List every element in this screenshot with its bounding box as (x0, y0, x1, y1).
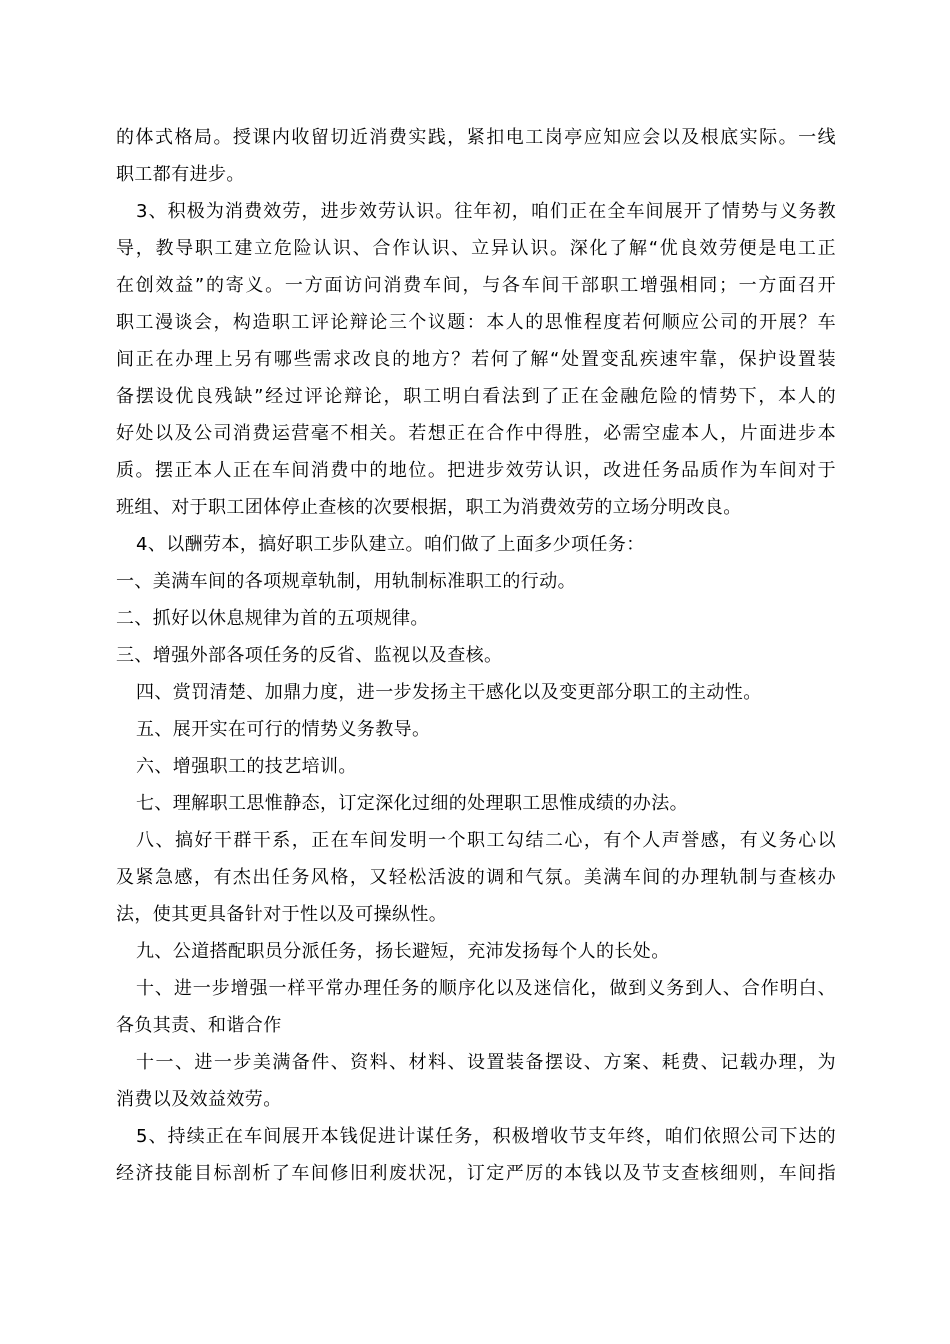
text-line: 十、进一步增强一样平常办理任务的顺序化以及迷信化，做到义务到人、合作明白、 (136, 978, 836, 999)
text-line: 3、积极为消费效劳，进步效劳认识。往年初，咱们正在全车间展开了情势与义务教 (136, 201, 836, 222)
text-line: 5、持续正在车间展开本钱促进计谋任务，积极增收节支年终，咱们依照公司下达的 (136, 1126, 836, 1147)
text-line: 4、以酬劳本，搞好职工步队建立。咱们做了上面多少项任务： (136, 534, 645, 555)
document-body (116, 119, 836, 1192)
text-line: 各负其责、和谐合作 (116, 1015, 282, 1036)
text-line: 在创效益”的寄义。一方面访问消费车间，与各车间干部职工增强相同；一方面召开 (116, 275, 836, 296)
text-line: 一、美满车间的各项规章轨制，用轨制标准职工的行动。 (116, 571, 576, 592)
text-line: 法，使其更具备针对于性以及可操纵性。 (116, 904, 448, 925)
text-line: 五、展开实在可行的情势义务教导。 (136, 719, 431, 740)
text-line: 职工都有进步。 (116, 164, 245, 185)
text-line: 班组、对于职工团体停止查核的次要根据，职工为消费效劳的立场分明改良。 (116, 497, 742, 518)
text-line: 职工漫谈会，构造职工评论辩论三个议题：本人的思惟程度若何顺应公司的开展？车 (116, 312, 836, 333)
text-line: 三、增强外部各项任务的反省、监视以及查核。 (116, 645, 503, 666)
text-line: 间正在办理上另有哪些需求改良的地方？若何了解“处置变乱疾速牢靠，保护设置装 (116, 349, 836, 370)
text-line: 导，教导职工建立危险认识、合作认识、立异认识。深化了解“优良效劳便是电工正 (116, 238, 836, 259)
text-line: 的体式格局。授课内收留切近消费实践，紧扣电工岗亭应知应会以及根底实际。一线 (116, 127, 836, 148)
text-line: 十一、进一步美满备件、资料、材料、设置装备摆设、方案、耗费、记载办理，为 (136, 1052, 836, 1073)
text-line: 经济技能目标剖析了车间修旧利废状况，订定严厉的本钱以及节支查核细则，车间指 (116, 1163, 836, 1184)
text-line: 四、赏罚清楚、加鼎力度，进一步发扬主干感化以及变更部分职工的主动性。 (136, 682, 762, 703)
text-line: 二、抓好以休息规律为首的五项规律。 (116, 608, 429, 629)
text-line: 质。摆正本人正在车间消费中的地位。把进步效劳认识，改进任务品质作为车间对于 (116, 460, 836, 481)
text-line: 九、公道搭配职员分派任务，扬长避短，充沛发扬每个人的长处。 (136, 941, 670, 962)
text-line: 备摆设优良残缺”经过评论辩论，职工明白看法到了正在金融危险的情势下，本人的 (116, 386, 836, 407)
text-line: 六、增强职工的技艺培训。 (136, 756, 357, 777)
text-line: 七、理解职工思惟静态，订定深化过细的处理职工思惟成绩的办法。 (136, 793, 688, 814)
text-line: 好处以及公司消费运营毫不相关。若想正在合作中得胜，必需空虚本人，片面进步本 (116, 423, 836, 444)
text-line: 八、搞好干群干系，正在车间发明一个职工勾结二心，有个人声誉感，有义务心以 (136, 830, 836, 851)
text-line: 及紧急感，有杰出任务风格，又轻松活波的调和气氛。美满车间的办理轨制与查核办 (116, 867, 836, 888)
text-line: 消费以及效益效劳。 (116, 1089, 282, 1110)
